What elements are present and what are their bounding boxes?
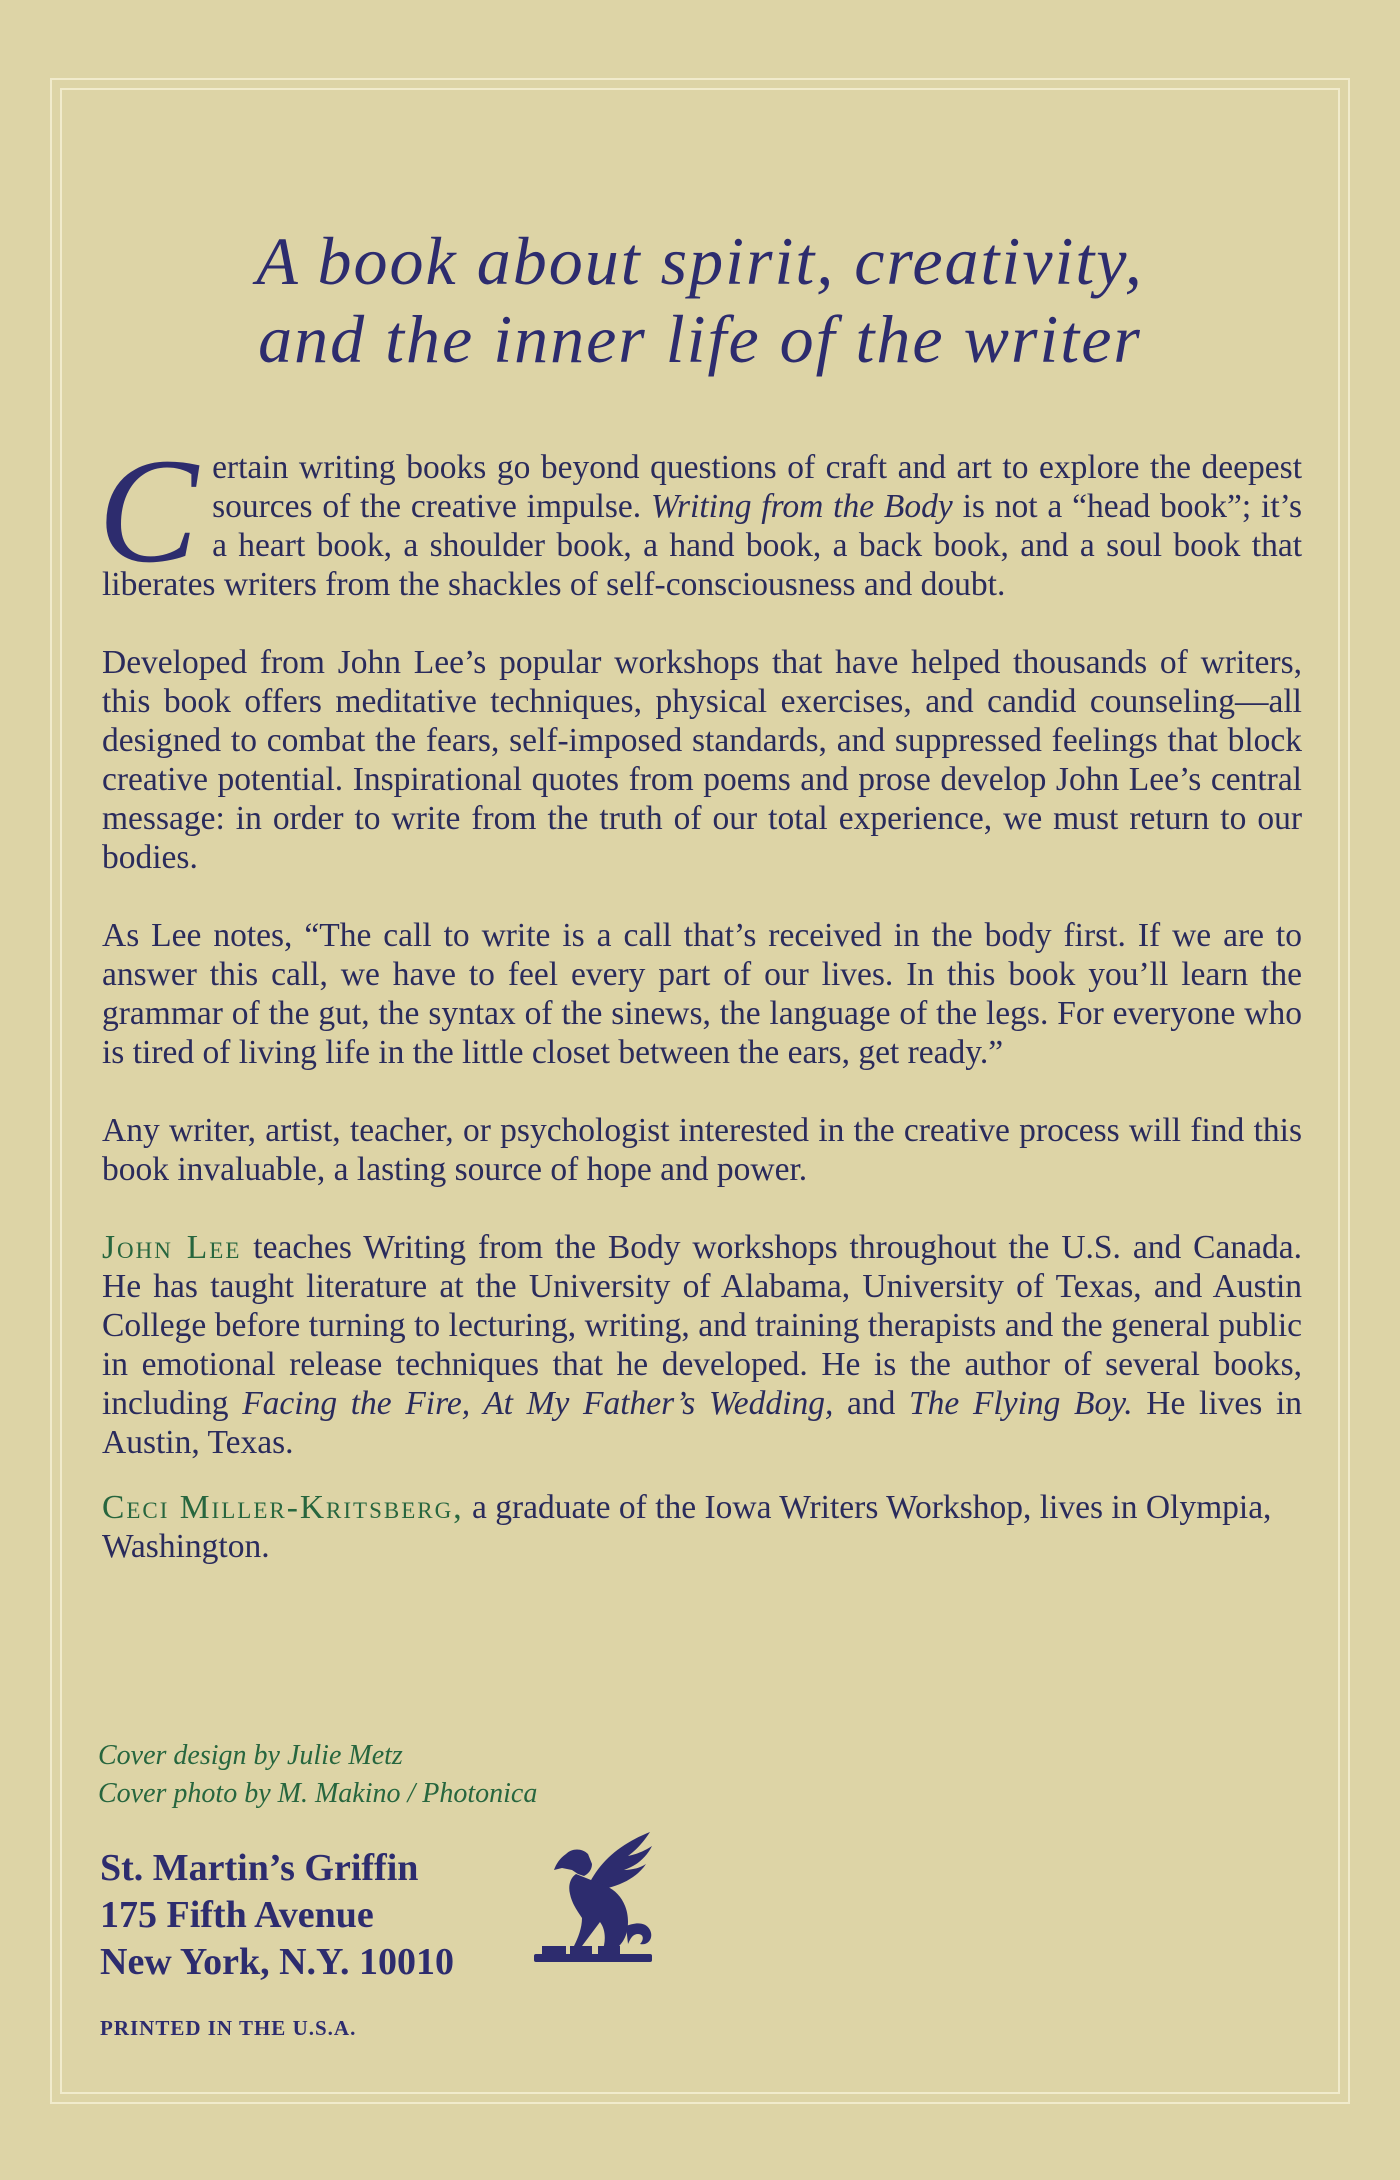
headline-line-1: A book about spirit, creativity, [256, 223, 1144, 299]
author-bio [102, 1228, 1302, 1462]
author-bio-text-a: teaches Writing from the Body workshops throughout the U.S. and Canada. He has taught literature at the University of Alabama, University of Texas, and Austin College before turning to lecturing, writing, and training therapists and the general public in emotional release techniques that he developed. He is the author of several books, including [102, 1229, 1302, 1422]
publisher-street: 175 Fifth Avenue [100, 1894, 374, 1936]
paragraph-workshops: Developed from John Lee’s popular workshops that have helped thousands of writers, this book offers meditative techniques, physical exercises, and candid counseling—all designed to combat the fears, self-imposed standards, and suppressed feelings that block creative potential. Inspirational quotes from poems and prose develop John Lee’s central message: in order to write from the truth of our total experience, we must return to our bodies. [102, 644, 1302, 876]
author-name: John Lee [102, 1229, 242, 1266]
paragraph-audience: Any writer, artist, teacher, or psychologist interested in the creative process will find this book invaluable, a lasting source of hope and power. [102, 1112, 1302, 1188]
coauthor-name: Ceci Miller-Kritsberg, [102, 1489, 464, 1526]
cover-photo-credit: Cover photo by M. Makino / Photonica [98, 1778, 538, 1809]
griffin-logo-icon [532, 1830, 656, 1972]
printed-in-usa: PRINTED IN THE U.S.A. [100, 2016, 357, 2040]
publisher-name: St. Martin’s Griffin [100, 1847, 419, 1889]
coauthor-bio-text: a graduate of the Iowa Writers Workshop, lives in Olympia, Washington. [102, 1489, 1272, 1565]
body-copy [98, 428, 1302, 1605]
book-title: Writing from the Body [650, 488, 953, 525]
paragraph-intro [98, 428, 1302, 604]
book-at-my-fathers-wedding: At My Father’s Wedding, [483, 1385, 834, 1422]
drop-cap: C [98, 428, 199, 594]
intro-text-a: ertain writing books go beyond questions of craft and art to explore the deepest sources of the creative impulse. [212, 449, 1302, 525]
publisher-address [100, 1845, 454, 1986]
headline-line-2: and the inner life of the writer [258, 301, 1142, 377]
coauthor-bio [102, 1488, 1302, 1566]
headline [100, 222, 1300, 378]
intro-text-b: is not a “head book”; it’s a heart book, a shoulder book, a hand book, a back book, and a soul book that liberates writers from the shackles of self-consciousness and doubt. [102, 488, 1302, 603]
cover-design-credit: Cover design by Julie Metz [98, 1740, 403, 1771]
paragraph-quote: As Lee notes, “The call to write is a call that’s received in the body first. If we are to answer this call, we have to feel every part of our lives. In this book you’ll learn the grammar of the gut, the syntax of the sinews, the language of the legs. For everyone who is tired of living life in the little closet between the ears, get ready.” [102, 917, 1302, 1071]
book-the-flying-boy: The Flying Boy. [909, 1385, 1133, 1422]
author-bio-text-b: He lives in Austin, Texas. [102, 1385, 1302, 1461]
author-bio-and: and [833, 1385, 910, 1422]
publisher-city: New York, N.Y. 10010 [100, 1941, 454, 1983]
book-facing-the-fire: Facing the Fire, [242, 1385, 484, 1422]
cover-credits [98, 1737, 537, 1813]
